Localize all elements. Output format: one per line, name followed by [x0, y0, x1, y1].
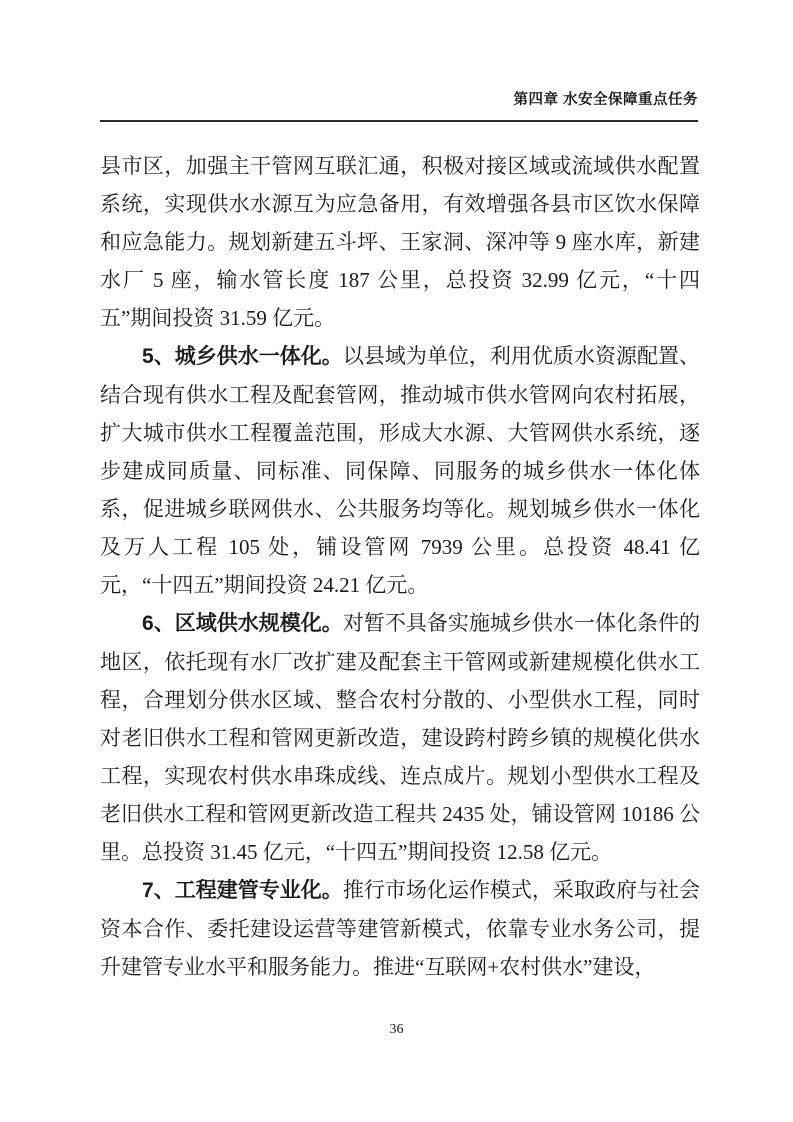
- paragraph-item-7: [100, 871, 700, 986]
- paragraph-item-6: [100, 604, 700, 871]
- paragraph-lead: 6、区域供水规模化。: [142, 612, 343, 635]
- chapter-header: 第四章 水安全保障重点任务: [513, 92, 698, 108]
- page-number: 36: [389, 1022, 404, 1037]
- paragraph-text: 以县域为单位，利用优质水资源配置、结合现有供水工程及配套管网，推动城市供水管网向农村拓展，扩大城市供水工程覆盖范围，形成大水源、大管网供水系统，逐步建成同质量、同标准、同保障、同服务的城乡供水一体化体系，促进城乡联网供水、公共服务均等化。规划城乡供水一体化及万人工程 105 处，铺设管网 7939 公里。总投资 48.41 亿元，“十四五”期间投资 24.21 亿元。: [100, 344, 701, 597]
- paragraph-text: 推行市场化运作模式，采取政府与社会资本合作、委托建设运营等建管新模式，依靠专业水务公司，提升建管专业水平和服务能力。推进“互联网+农村供水”建设，: [100, 878, 701, 979]
- paragraph-text: 对暂不具备实施城乡供水一体化条件的地区，依托现有水厂改扩建及配套主干管网或新建规模化供水工程，合理划分供水区域、整合农村分散的、小型供水工程，同时对老旧供水工程和管网更新改造，建设跨村跨乡镇的规模化供水工程，实现农村供水串珠成线、连点成片。规划小型供水工程及老旧供水工程和管网更新改造工程共 2435 处，铺设管网 10186 公里。总投资 31.45 亿元，“十四五”期间投资 12.58 亿元。: [100, 611, 701, 864]
- paragraph-lead: 7、工程建管专业化。: [142, 879, 343, 902]
- paragraph-item-5: [100, 337, 700, 604]
- header-rule: [100, 120, 698, 122]
- paragraph-continuation: [100, 147, 700, 337]
- document-body: [100, 147, 700, 986]
- paragraph-text: 县市区，加强主干管网互联汇通，积极对接区域或流域供水配置系统，实现供水水源互为应急备用，有效增强各县市区饮水保障和应急能力。规划新建五斗坪、王家洞、深冲等 9 座水库，新建水厂 5 座，输水管长度 187 公里，总投资 32.99 亿元，“十四五”期间投资 31.59 亿元。: [100, 154, 700, 330]
- page-footer: [0, 1022, 793, 1038]
- paragraph-lead: 5、城乡供水一体化。: [142, 345, 343, 368]
